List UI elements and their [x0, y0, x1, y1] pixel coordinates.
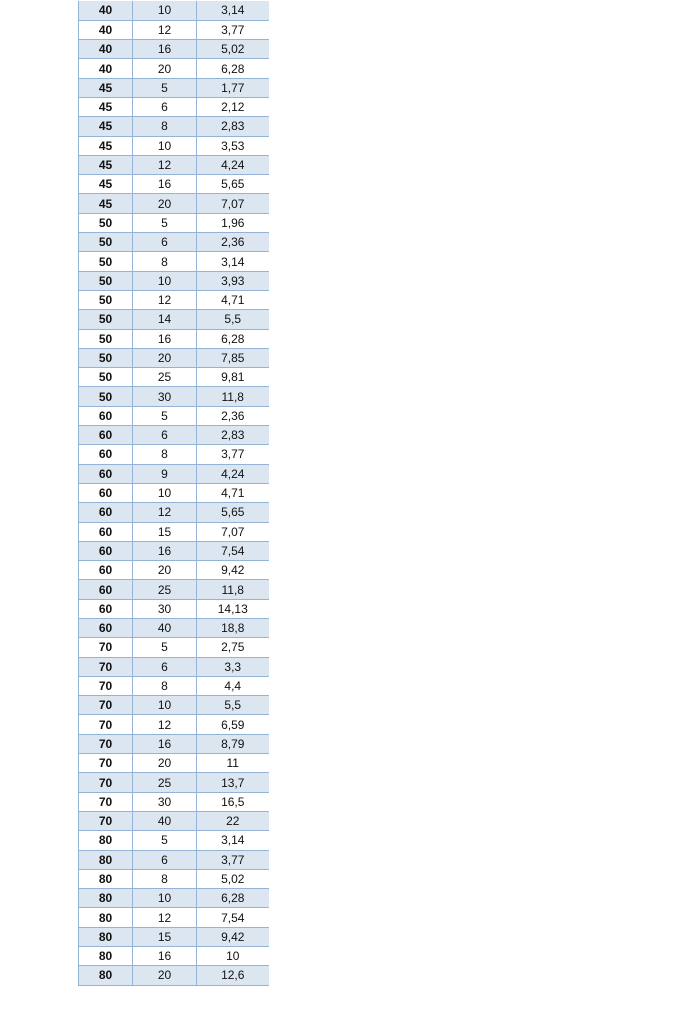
cell-second-value: 10: [133, 271, 197, 290]
cell-second-value: 12: [133, 503, 197, 522]
cell-second-value: 6: [133, 657, 197, 676]
table-row: [79, 175, 269, 194]
table-row: [79, 696, 269, 715]
cell-second-value: 8: [133, 869, 197, 888]
table-row: [79, 1, 269, 20]
cell-first-value: 40: [79, 40, 133, 59]
cell-third-value: 1,77: [197, 78, 269, 97]
cell-second-value: 8: [133, 252, 197, 271]
cell-third-value: 2,12: [197, 97, 269, 116]
cell-second-value: 12: [133, 20, 197, 39]
table-row: [79, 406, 269, 425]
cell-second-value: 16: [133, 734, 197, 753]
table-row: [79, 483, 269, 502]
table-row: [79, 97, 269, 116]
cell-first-value: 70: [79, 715, 133, 734]
cell-second-value: 6: [133, 97, 197, 116]
cell-third-value: 9,42: [197, 927, 269, 946]
cell-second-value: 20: [133, 561, 197, 580]
cell-third-value: 4,24: [197, 464, 269, 483]
cell-third-value: 3,93: [197, 271, 269, 290]
cell-second-value: 6: [133, 426, 197, 445]
cell-third-value: 3,14: [197, 1, 269, 20]
cell-first-value: 80: [79, 869, 133, 888]
cell-first-value: 60: [79, 426, 133, 445]
cell-third-value: 2,83: [197, 426, 269, 445]
cell-third-value: 7,07: [197, 522, 269, 541]
cell-second-value: 5: [133, 78, 197, 97]
table-row: [79, 40, 269, 59]
cell-first-value: 50: [79, 233, 133, 252]
cell-third-value: 14,13: [197, 599, 269, 618]
cell-third-value: 22: [197, 811, 269, 830]
cell-third-value: 10: [197, 947, 269, 966]
cell-first-value: 80: [79, 908, 133, 927]
cell-second-value: 30: [133, 599, 197, 618]
cell-first-value: 60: [79, 522, 133, 541]
cell-first-value: 70: [79, 696, 133, 715]
cell-third-value: 5,02: [197, 40, 269, 59]
table-row: [79, 155, 269, 174]
cell-second-value: 20: [133, 966, 197, 985]
cell-third-value: 2,83: [197, 117, 269, 136]
cell-third-value: 5,02: [197, 869, 269, 888]
cell-second-value: 40: [133, 619, 197, 638]
cell-second-value: 10: [133, 1, 197, 20]
cell-third-value: 6,28: [197, 59, 269, 78]
table-row: [79, 869, 269, 888]
table-row: [79, 889, 269, 908]
cell-third-value: 16,5: [197, 792, 269, 811]
cell-third-value: 3,77: [197, 445, 269, 464]
table-row: [79, 657, 269, 676]
data-table: [78, 1, 269, 986]
table-row: [79, 947, 269, 966]
cell-second-value: 16: [133, 175, 197, 194]
cell-second-value: 8: [133, 117, 197, 136]
cell-second-value: 10: [133, 136, 197, 155]
cell-first-value: 60: [79, 503, 133, 522]
cell-third-value: 2,75: [197, 638, 269, 657]
cell-third-value: 3,14: [197, 252, 269, 271]
cell-first-value: 60: [79, 464, 133, 483]
cell-first-value: 80: [79, 966, 133, 985]
table-row: [79, 927, 269, 946]
cell-third-value: 12,6: [197, 966, 269, 985]
table-row: [79, 561, 269, 580]
cell-first-value: 45: [79, 155, 133, 174]
cell-first-value: 60: [79, 619, 133, 638]
table-body: [79, 1, 269, 985]
cell-second-value: 25: [133, 773, 197, 792]
table-row: [79, 348, 269, 367]
cell-third-value: 5,65: [197, 503, 269, 522]
cell-second-value: 5: [133, 406, 197, 425]
cell-first-value: 50: [79, 348, 133, 367]
table-row: [79, 503, 269, 522]
cell-second-value: 9: [133, 464, 197, 483]
table-row: [79, 619, 269, 638]
cell-first-value: 60: [79, 541, 133, 560]
table-row: [79, 194, 269, 213]
cell-first-value: 40: [79, 20, 133, 39]
cell-second-value: 5: [133, 638, 197, 657]
cell-second-value: 14: [133, 310, 197, 329]
table-row: [79, 831, 269, 850]
cell-third-value: 6,59: [197, 715, 269, 734]
cell-second-value: 12: [133, 908, 197, 927]
cell-third-value: 2,36: [197, 233, 269, 252]
cell-second-value: 5: [133, 831, 197, 850]
cell-second-value: 25: [133, 580, 197, 599]
cell-second-value: 6: [133, 850, 197, 869]
cell-second-value: 15: [133, 522, 197, 541]
table-row: [79, 464, 269, 483]
cell-third-value: 3,53: [197, 136, 269, 155]
cell-second-value: 12: [133, 715, 197, 734]
cell-first-value: 50: [79, 252, 133, 271]
cell-third-value: 6,28: [197, 329, 269, 348]
table-row: [79, 59, 269, 78]
cell-second-value: 20: [133, 754, 197, 773]
cell-third-value: 8,79: [197, 734, 269, 753]
cell-second-value: 8: [133, 445, 197, 464]
cell-first-value: 45: [79, 97, 133, 116]
cell-third-value: 13,7: [197, 773, 269, 792]
table-row: [79, 368, 269, 387]
cell-first-value: 45: [79, 194, 133, 213]
cell-third-value: 4,4: [197, 676, 269, 695]
cell-second-value: 15: [133, 927, 197, 946]
table-row: [79, 136, 269, 155]
table-row: [79, 541, 269, 560]
cell-third-value: 3,3: [197, 657, 269, 676]
cell-third-value: 2,36: [197, 406, 269, 425]
cell-first-value: 45: [79, 136, 133, 155]
cell-second-value: 8: [133, 676, 197, 695]
cell-third-value: 4,71: [197, 483, 269, 502]
cell-third-value: 4,71: [197, 290, 269, 309]
cell-second-value: 20: [133, 59, 197, 78]
cell-third-value: 11,8: [197, 387, 269, 406]
cell-second-value: 6: [133, 233, 197, 252]
cell-third-value: 18,8: [197, 619, 269, 638]
cell-first-value: 50: [79, 387, 133, 406]
cell-first-value: 45: [79, 117, 133, 136]
cell-second-value: 10: [133, 483, 197, 502]
cell-first-value: 60: [79, 445, 133, 464]
cell-second-value: 16: [133, 329, 197, 348]
table-row: [79, 213, 269, 232]
cell-first-value: 40: [79, 1, 133, 20]
cell-third-value: 7,85: [197, 348, 269, 367]
cell-second-value: 12: [133, 155, 197, 174]
table-row: [79, 966, 269, 985]
cell-first-value: 70: [79, 773, 133, 792]
cell-second-value: 10: [133, 696, 197, 715]
cell-second-value: 30: [133, 387, 197, 406]
table-row: [79, 310, 269, 329]
cell-second-value: 12: [133, 290, 197, 309]
cell-first-value: 80: [79, 850, 133, 869]
cell-third-value: 5,65: [197, 175, 269, 194]
table-row: [79, 754, 269, 773]
cell-first-value: 60: [79, 561, 133, 580]
cell-third-value: 3,14: [197, 831, 269, 850]
cell-third-value: 11: [197, 754, 269, 773]
table-row: [79, 522, 269, 541]
table-row: [79, 426, 269, 445]
cell-second-value: 16: [133, 541, 197, 560]
cell-first-value: 50: [79, 213, 133, 232]
cell-first-value: 70: [79, 676, 133, 695]
table-row: [79, 78, 269, 97]
cell-third-value: 9,42: [197, 561, 269, 580]
cell-second-value: 20: [133, 194, 197, 213]
cell-third-value: 7,07: [197, 194, 269, 213]
table-row: [79, 792, 269, 811]
cell-first-value: 70: [79, 792, 133, 811]
cell-third-value: 11,8: [197, 580, 269, 599]
cell-first-value: 70: [79, 811, 133, 830]
table-row: [79, 811, 269, 830]
cell-first-value: 40: [79, 59, 133, 78]
cell-second-value: 20: [133, 348, 197, 367]
table-row: [79, 329, 269, 348]
table-row: [79, 290, 269, 309]
cell-third-value: 4,24: [197, 155, 269, 174]
cell-third-value: 3,77: [197, 850, 269, 869]
table-row: [79, 445, 269, 464]
table-row: [79, 271, 269, 290]
cell-first-value: 60: [79, 406, 133, 425]
cell-first-value: 70: [79, 657, 133, 676]
table-row: [79, 638, 269, 657]
cell-first-value: 60: [79, 483, 133, 502]
table-row: [79, 233, 269, 252]
cell-third-value: 1,96: [197, 213, 269, 232]
cell-second-value: 16: [133, 947, 197, 966]
cell-first-value: 70: [79, 754, 133, 773]
cell-second-value: 40: [133, 811, 197, 830]
cell-first-value: 60: [79, 599, 133, 618]
table-row: [79, 117, 269, 136]
cell-second-value: 5: [133, 213, 197, 232]
cell-third-value: 7,54: [197, 541, 269, 560]
cell-first-value: 45: [79, 175, 133, 194]
cell-first-value: 70: [79, 638, 133, 657]
table-row: [79, 734, 269, 753]
table-row: [79, 252, 269, 271]
cell-first-value: 50: [79, 368, 133, 387]
cell-first-value: 50: [79, 310, 133, 329]
cell-third-value: 9,81: [197, 368, 269, 387]
cell-first-value: 80: [79, 947, 133, 966]
cell-first-value: 80: [79, 831, 133, 850]
cell-first-value: 80: [79, 889, 133, 908]
table-row: [79, 387, 269, 406]
table-row: [79, 850, 269, 869]
cell-third-value: 6,28: [197, 889, 269, 908]
cell-second-value: 10: [133, 889, 197, 908]
cell-first-value: 80: [79, 927, 133, 946]
cell-first-value: 70: [79, 734, 133, 753]
cell-second-value: 25: [133, 368, 197, 387]
cell-third-value: 7,54: [197, 908, 269, 927]
cell-first-value: 50: [79, 329, 133, 348]
cell-second-value: 16: [133, 40, 197, 59]
table-row: [79, 580, 269, 599]
table-row: [79, 599, 269, 618]
table-row: [79, 773, 269, 792]
cell-third-value: 5,5: [197, 696, 269, 715]
table-row: [79, 676, 269, 695]
table-row: [79, 715, 269, 734]
table-row: [79, 20, 269, 39]
cell-third-value: 3,77: [197, 20, 269, 39]
cell-first-value: 60: [79, 580, 133, 599]
cell-third-value: 5,5: [197, 310, 269, 329]
cell-second-value: 30: [133, 792, 197, 811]
cell-first-value: 50: [79, 271, 133, 290]
table-row: [79, 908, 269, 927]
cell-first-value: 45: [79, 78, 133, 97]
cell-first-value: 50: [79, 290, 133, 309]
